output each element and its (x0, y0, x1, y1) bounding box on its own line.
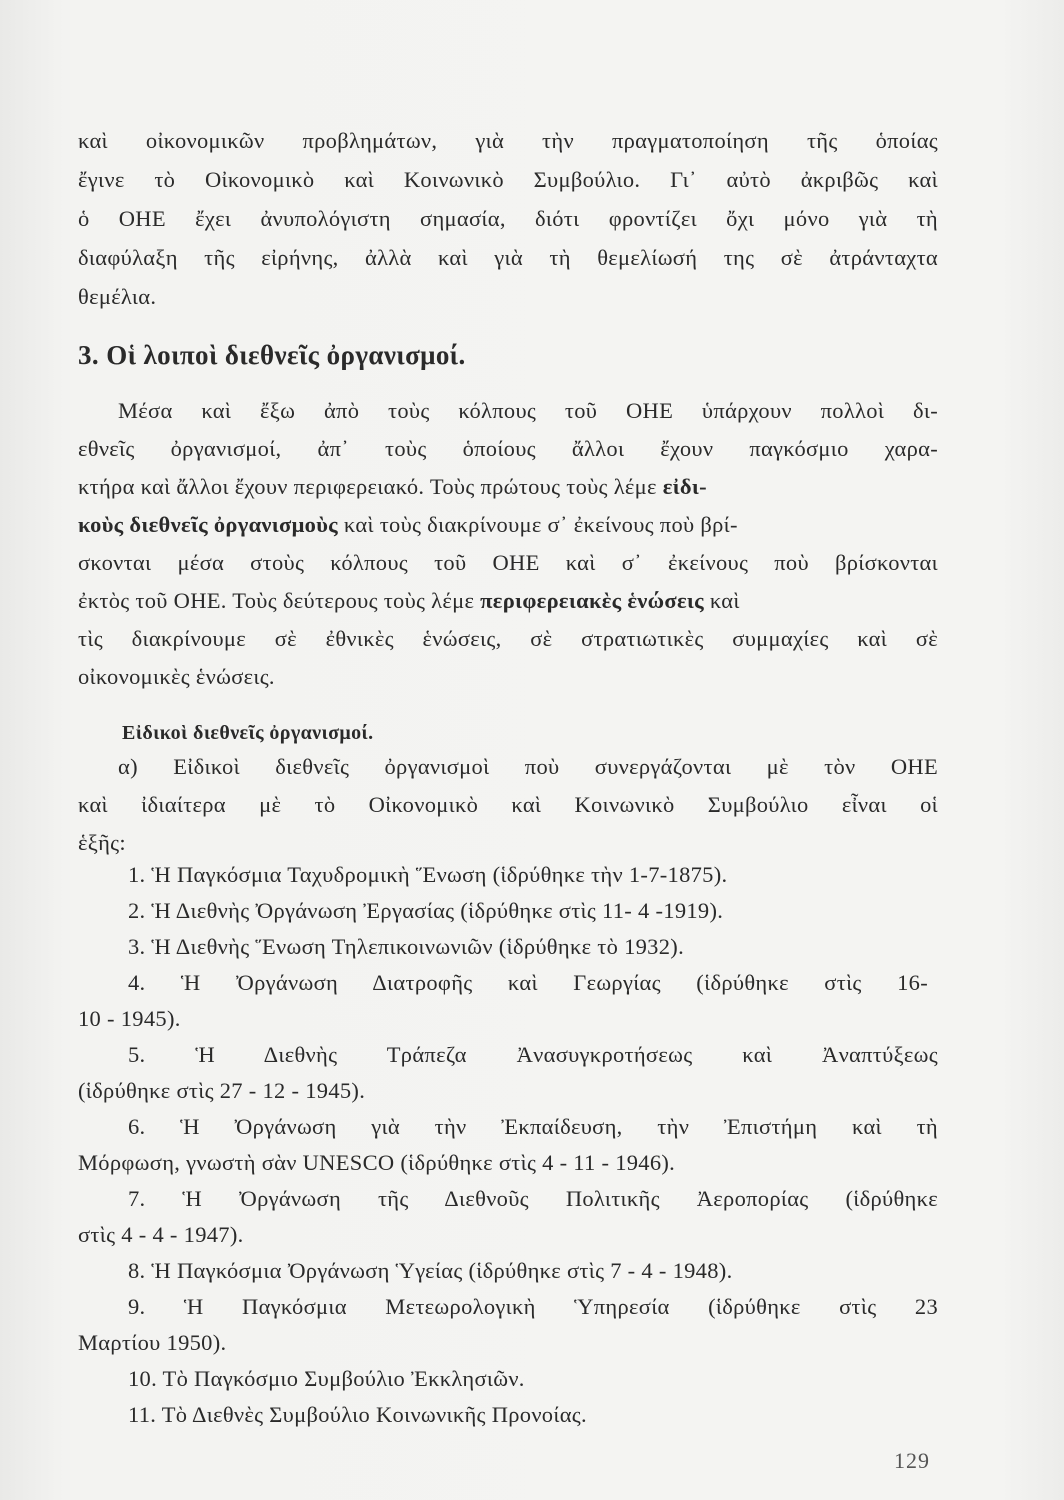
text-line (78, 472, 938, 502)
text-line: ἔγινε τὸ Οἰκονομικὸ καὶ Κοινωνικὸ Συμβούλιο. Γι᾽ αὐτὸ ἀκριβῶς καὶ (78, 167, 938, 192)
section-heading: 3. Οἱ λοιποὶ διεθνεῖς ὀργανισμοί. (78, 340, 466, 370)
list-item-continuation: (ἱδρύθηκε στὶς 27 - 12 - 1945). (78, 1078, 366, 1103)
list-item: 3. Ἡ Διεθνὴς Ἕνωση Τηλεπικοινωνιῶν (ἱδρύθηκε τὸ 1932). (128, 934, 685, 959)
emphasis-term: εἰδι- (662, 474, 707, 499)
text-line: α) Εἰδικοὶ διεθνεῖς ὀργανισμοὶ ποὺ συνεργάζονται μὲ τὸν ΟΗΕ (118, 754, 938, 779)
list-item: 6. Ἡ Ὀργάνωση γιὰ τὴν Ἐκπαίδευση, τὴν Ἐπιστήμη καὶ τὴ (128, 1114, 938, 1139)
list-item: 8. Ἡ Παγκόσμια Ὀργάνωση Ὑγείας (ἱδρύθηκε στὶς 7 - 4 - 1948). (128, 1258, 733, 1283)
text-line (78, 510, 938, 540)
text-line (78, 586, 938, 616)
text-line: ἑξῆς: (78, 830, 126, 855)
text-run: καὶ τοὺς διακρίνουμε σ᾽ ἐκείνους ποὺ βρί- (337, 512, 738, 537)
text-line: διαφύλαξη τῆς εἰρήνης, ἀλλὰ καὶ γιὰ τὴ θεμελίωσή της σὲ ἀτράνταχτα (78, 245, 938, 270)
text-line: εθνεῖς ὀργανισμοί, ἀπ᾽ τοὺς ὁποίους ἄλλοι ἔχουν παγκόσμιο χαρα- (78, 436, 938, 461)
text-line: Μέσα καὶ ἔξω ἀπὸ τοὺς κόλπους τοῦ ΟΗΕ ὑπάρχουν πολλοὶ δι- (118, 398, 938, 423)
list-item-continuation: Μαρτίου 1950). (78, 1330, 227, 1355)
list-item: 9. Ἡ Παγκόσμια Μετεωρολογικὴ Ὑπηρεσία (ἱδρύθηκε στὶς 23 (128, 1294, 938, 1319)
text-line: οἰκονομικὲς ἑνώσεις. (78, 664, 275, 689)
text-run: ἐκτὸς τοῦ ΟΗΕ. Τοὺς δεύτερους τοὺς λέμε (78, 588, 481, 613)
list-item: 5. Ἡ Διεθνὴς Τράπεζα Ἀνασυγκροτήσεως καὶ Ἀναπτύξεως (128, 1042, 938, 1067)
list-item-continuation: στὶς 4 - 4 - 1947). (78, 1222, 244, 1247)
text-line: καὶ ἰδιαίτερα μὲ τὸ Οἰκονομικὸ καὶ Κοινωνικὸ Συμβούλιο εἶναι οἱ (78, 792, 938, 817)
text-run: κτήρα καὶ ἄλλοι ἔχουν περιφερειακό. Τοὺς πρώτους τοὺς λέμε (78, 474, 663, 499)
list-item-continuation: Μόρφωση, γνωστὴ σὰν UNESCO (ἱδρύθηκε στὶς 4 - 11 - 1946). (78, 1150, 676, 1175)
list-item: 1. Ἡ Παγκόσμια Ταχυδρομικὴ Ἕνωση (ἱδρύθηκε τὴν 1-7-1875). (128, 862, 728, 887)
text-line: σκονται μέσα στοὺς κόλπους τοῦ ΟΗΕ καὶ σ᾽ ἐκείνους ποὺ βρίσκονται (78, 550, 938, 575)
list-item: 4. Ἡ Ὀργάνωση Διατροφῆς καὶ Γεωργίας (ἱδρύθηκε στὶς 16- (128, 970, 928, 995)
list-item: 2. Ἡ Διεθνὴς Ὀργάνωση Ἐργασίας (ἱδρύθηκε στὶς 11- 4 -1919). (128, 898, 724, 923)
list-item: 11. Τὸ Διεθνὲς Συμβούλιο Κοινωνικῆς Προνοίας. (128, 1402, 587, 1427)
subsection-heading: Εἰδικοὶ διεθνεῖς ὀργανισμοί. (122, 722, 374, 744)
list-item: 10. Τὸ Παγκόσμιο Συμβούλιο Ἐκκλησιῶν. (128, 1366, 525, 1391)
emphasis-term: κοὺς διεθνεῖς ὀργανισμοὺς (78, 512, 338, 537)
list-item-continuation: 10 - 1945). (78, 1006, 181, 1031)
text-line: ὁ ΟΗΕ ἔχει ἀνυπολόγιστη σημασία, διότι φροντίζει ὄχι μόνο γιὰ τὴ (78, 206, 938, 231)
page-number: 129 (894, 1448, 930, 1473)
text-run: καὶ (703, 588, 740, 613)
text-line: καὶ οἰκονομικῶν προβλημάτων, γιὰ τὴν πραγματοποίηση τῆς ὁποίας (78, 128, 938, 153)
list-item: 7. Ἡ Ὀργάνωση τῆς Διεθνοῦς Πολιτικῆς Ἀεροπορίας (ἱδρύθηκε (128, 1186, 938, 1211)
text-line: τὶς διακρίνουμε σὲ ἐθνικὲς ἑνώσεις, σὲ στρατιωτικὲς συμμαχίες καὶ σὲ (78, 626, 938, 651)
emphasis-term: περιφερειακὲς ἑνώσεις (480, 588, 704, 613)
text-line: θεμέλια. (78, 284, 157, 309)
